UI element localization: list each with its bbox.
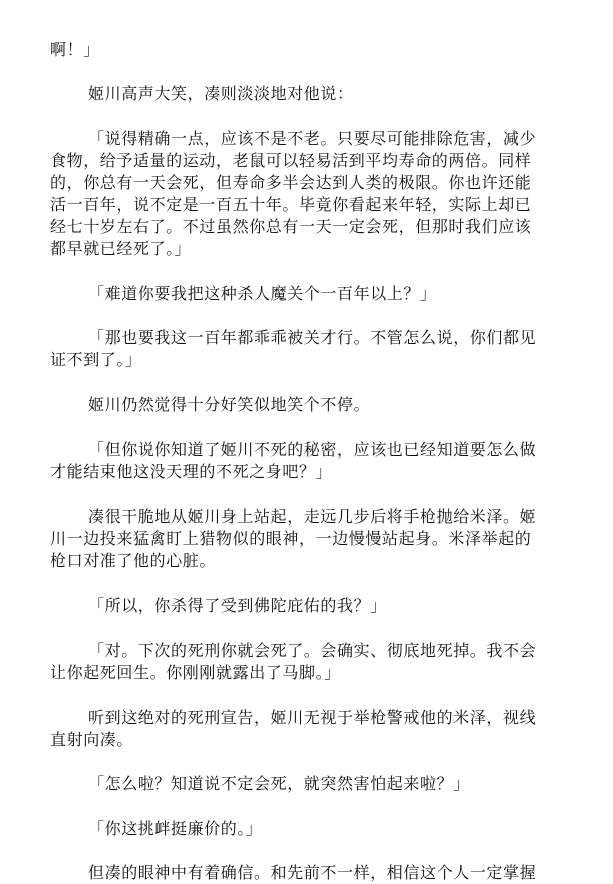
text-line: 「所以，你杀得了受到佛陀庇佑的我？」 [88,596,387,615]
text-line: 都早就已经死了。」 [50,239,192,258]
text-line: 「对。下次的死刑你就会死了。会确实、彻底地死掉。我不会 [88,641,537,660]
text-line: 姬川仍然觉得十分好笑似地笑个不停。 [88,395,371,414]
text-line: 经七十岁左右了。不过虽然你总有一天一定会死，但那时我们应该 [50,217,532,236]
text-line: 啊！」 [50,40,100,59]
text-line: 川一边投来猛禽盯上猎物似的眼神，一边慢慢站起身。米泽举起的 [50,529,532,548]
text-line: 姬川高声大笑，凑则淡淡地对他说： [88,84,354,103]
text-line: 活一百年，说不定是一百五十年。毕竟你看起来年轻，实际上却已 [50,195,532,214]
text-line: 枪口对准了他的心脏。 [50,551,217,570]
text-line: 「你这挑衅挺廉价的。」 [88,819,263,838]
text-line: 「怎么啦？知道说不定会死，就突然害怕起来啦？」 [88,774,470,793]
text-line: 直射向凑。 [50,730,134,749]
text-line: 「说得精确一点，应该不是不老。只要尽可能排除危害，减少 [88,129,537,148]
text-line: 让你起死回生。你刚刚就露出了马脚。」 [50,663,341,682]
text-line: 才能结束他这没天理的不死之身吧？」 [50,462,333,481]
text-line: 食物，给予适量的运动，老鼠可以轻易活到平均寿命的两倍。同样 [50,151,532,170]
text-line: 「但你说你知道了姬川不死的秘密，应该也已经知道要怎么做 [88,440,537,459]
text-line: 「难道你要我把这种杀人魔关个一百年以上？」 [88,284,437,303]
text-line: 「那也要我这一百年都乖乖被关才行。不管怎么说，你们都见 [88,328,537,347]
text-line: 听到这绝对的死刑宣告，姬川无视于举枪警戒他的米泽，视线 [88,708,537,727]
text-line: 证不到了。」 [50,350,142,369]
text-line: 的，你总有一天会死，但寿命多半会达到人类的极限。你也许还能 [50,173,532,192]
text-line: 凑很干脆地从姬川身上站起，走远几步后将手枪抛给米泽。姬 [88,507,537,526]
text-line: 但凑的眼神中有着确信。和先前不一样，相信这个人一定掌握 [88,863,537,882]
